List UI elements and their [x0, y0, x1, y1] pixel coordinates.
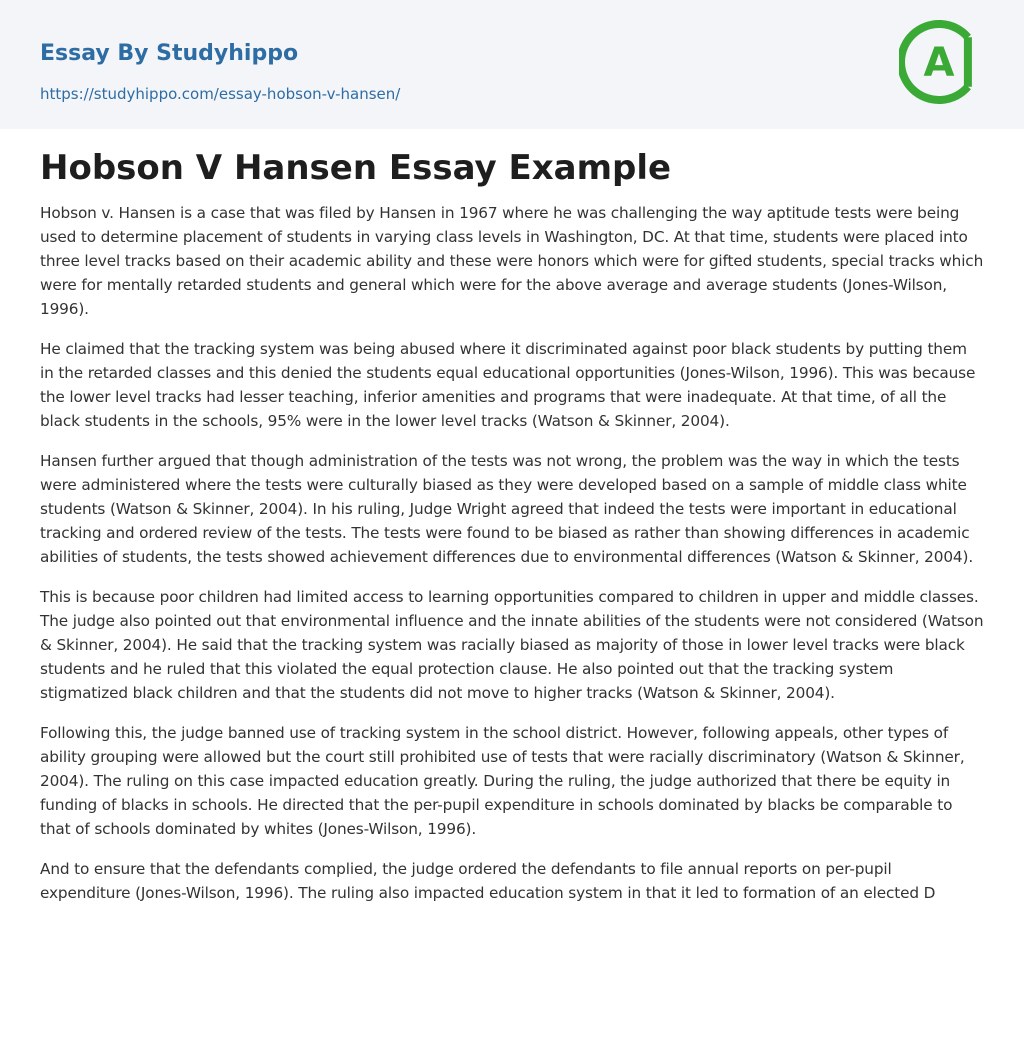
studyhippo-logo-icon[interactable] — [899, 19, 985, 105]
brand-title[interactable]: Essay By Studyhippo — [40, 41, 299, 66]
logo-letter: A — [923, 40, 955, 86]
paragraph: This is because poor children had limited access to learning opportunities compared to children in upper and middle classes. The judge also pointed out that environmental influence and the innate abilities of the students were not considered (Watson & Skinner, 2004). He said that the tracking system was racially biased as majority of those in lower level tracks were black students and he ruled that this violated the equal protection clause. He also pointed out that the tracking system stigmatized black children and that the students did not move to higher tracks (Watson & Skinner, 2004). — [40, 588, 984, 702]
paragraph: Hobson v. Hansen is a case that was filed by Hansen in 1967 where he was challenging the way aptitude tests were being used to determine placement of students in varying class levels in Washington, DC. At that time, students were placed into three level tracks based on their academic ability and these were honors which were for gifted students, special tracks which were for mentally retarded students and general which were for the above average and average students (Jones-Wilson, 1996). — [40, 204, 984, 318]
page-title: Hobson V Hansen Essay Example — [40, 148, 672, 188]
article — [0, 129, 1024, 905]
site-header — [0, 0, 1024, 129]
paragraph: Hansen further argued that though administration of the tests was not wrong, the problem was the way in which the tests were administered where the tests were culturally biased as they were developed based on a sample of middle class white students (Watson & Skinner, 2004). In his ruling, Judge Wright agreed that indeed the tests were important in educational tracking and ordered review of the tests. The tests were found to be biased as rather than showing differences in academic abilities of students, the tests showed achievement differences due to environmental differences (Watson & Skinner, 2004). — [40, 452, 974, 566]
paragraph: He claimed that the tracking system was being abused where it discriminated against poor black students by putting them in the retarded classes and this denied the students equal educational opportunities (Jones-Wilson, 1996). This was because the lower level tracks had lesser teaching, inferior amenities and programs that were inadequate. At that time, of all the black students in the schools, 95% were in the lower level tracks (Watson & Skinner, 2004). — [40, 340, 976, 430]
essay-url-link[interactable]: https://studyhippo.com/essay-hobson-v-hansen/ — [40, 85, 401, 103]
paragraph: And to ensure that the defendants complied, the judge ordered the defendants to file annual reports on per-pupil expenditure (Jones-Wilson, 1996). The ruling also impacted education system in that it led to formation of an elected D — [40, 860, 936, 902]
paragraph: Following this, the judge banned use of tracking system in the school district. However, following appeals, other types of ability grouping were allowed but the court still prohibited use of tests that were racially discriminatory (Watson & Skinner, 2004). The ruling on this case impacted education greatly. During the ruling, the judge authorized that there be equity in funding of blacks in schools. He directed that the per-pupil expenditure in schools dominated by blacks be comparable to that of schools dominated by whites (Jones-Wilson, 1996). — [40, 724, 965, 838]
